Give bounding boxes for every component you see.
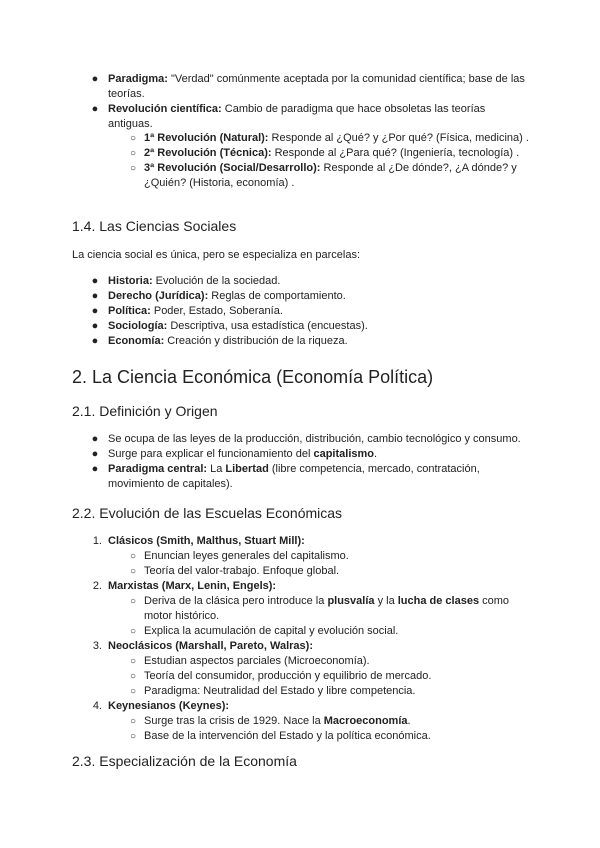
list-item: ● Revolución científica: Cambio de paradigma que hace obsoletas las teorías antiguas. xyxy=(91,103,486,130)
list-item: 2. Marxistas (Marx, Lenin, Engels): ○ Deriva de la clásica pero introduce la plusvalía y la lucha de clases como motor histórico. ○ Explica la acumulación de capital y evolución social. xyxy=(108,579,528,639)
list-item: ● Paradigma central: La Libertad (libre competencia, mercado, contratación, movimiento de capitales). xyxy=(91,463,480,490)
list-item: ○ Paradigma: Neutralidad del Estado y libre competencia. xyxy=(129,685,416,697)
list-item: ● Surge para explicar el funcionamiento del capitalismo. xyxy=(91,448,378,460)
social-sciences-list xyxy=(91,274,528,349)
list-item: ● Paradigma: "Verdad" comúnmente aceptada por la comunidad científica; base de las teorías. xyxy=(91,73,525,100)
section-heading-2-2: 2.2. Evolución de las Escuelas Económicas xyxy=(72,505,343,521)
section-heading-2-1: 2.1. Definición y Origen xyxy=(72,403,218,419)
section-intro: La ciencia social es única, pero se especializa en parcelas: xyxy=(72,249,360,261)
section-heading-2-3: 2.3. Especialización de la Economía xyxy=(72,753,297,769)
bullet-icon: ● xyxy=(91,275,99,287)
bullet-icon: ● xyxy=(91,73,99,85)
list-item: ● Se ocupa de las leyes de la producción, distribución, cambio tecnológico y consumo. xyxy=(91,433,521,445)
schools-list xyxy=(92,534,528,744)
list-item: 1. Clásicos (Smith, Malthus, Stuart Mill): ○ Enuncian leyes generales del capitalismo. ○ Teoría del valor-trabajo. Enfoque global. xyxy=(108,534,528,579)
list-item: ○ Enuncian leyes generales del capitalismo. xyxy=(129,550,349,562)
circle-bullet-icon: ○ xyxy=(129,596,137,607)
list-item: ○ 3ª Revolución (Social/Desarrollo): Responde al ¿De dónde?, ¿A dónde? y ¿Quién? (Historia, economía) . xyxy=(129,162,517,189)
list-item: ○ Explica la acumulación de capital y evolución social. xyxy=(129,625,399,637)
list-item: ○ Surge tras la crisis de 1929. Nace la Macroeconomía. xyxy=(129,715,411,727)
list-item: ○ 1ª Revolución (Natural): Responde al ¿Qué? y ¿Por qué? (Física, medicina) . xyxy=(129,132,529,144)
list-item: ○ Estudian aspectos parciales (Microeconomía). xyxy=(129,655,370,667)
paradigm-list xyxy=(91,72,528,132)
list-item: ○ Deriva de la clásica pero introduce la plusvalía y la lucha de clases como motor histórico. xyxy=(129,595,510,622)
definition-list xyxy=(91,432,528,492)
bullet-icon: ● xyxy=(91,335,99,347)
list-item: ● Sociología: Descriptiva, usa estadística (encuestas). xyxy=(91,320,368,332)
circle-bullet-icon: ○ xyxy=(129,686,137,697)
circle-bullet-icon: ○ xyxy=(129,163,137,174)
circle-bullet-icon: ○ xyxy=(129,566,137,577)
list-item: 3. Neoclásicos (Marshall, Pareto, Walras): ○ Estudian aspectos parciales (Microeconomía). ○ Teoría del consumidor, producción y equilibrio de mercado. ○ Paradigma: Neutralidad del Estado y libre competencia. xyxy=(108,639,528,699)
circle-bullet-icon: ○ xyxy=(129,626,137,637)
circle-bullet-icon: ○ xyxy=(129,656,137,667)
chapter-heading-2: 2. La Ciencia Económica (Economía Política) xyxy=(72,367,434,387)
bullet-icon: ● xyxy=(91,448,99,460)
revolutions-list xyxy=(129,131,534,191)
list-item: ● Economía: Creación y distribución de la riqueza. xyxy=(91,335,348,347)
bullet-icon: ● xyxy=(91,463,99,475)
circle-bullet-icon: ○ xyxy=(129,671,137,682)
list-item: ● Derecho (Jurídica): Reglas de comportamiento. xyxy=(91,290,346,302)
list-item: 4. Keynesianos (Keynes): ○ Surge tras la crisis de 1929. Nace la Macroeconomía. ○ Base de la intervención del Estado y la política económica. xyxy=(108,699,528,744)
circle-bullet-icon: ○ xyxy=(129,133,137,144)
list-item: ○ Teoría del valor-trabajo. Enfoque global. xyxy=(129,565,340,577)
list-item: ○ Teoría del consumidor, producción y equilibrio de mercado. xyxy=(129,670,432,682)
list-item: ● Historia: Evolución de la sociedad. xyxy=(91,275,281,287)
bullet-icon: ● xyxy=(91,103,99,115)
bullet-icon: ● xyxy=(91,433,99,445)
circle-bullet-icon: ○ xyxy=(129,731,137,742)
circle-bullet-icon: ○ xyxy=(129,716,137,727)
bullet-icon: ● xyxy=(91,305,99,317)
bullet-icon: ● xyxy=(91,290,99,302)
circle-bullet-icon: ○ xyxy=(129,148,137,159)
section-heading-1-4: 1.4. Las Ciencias Sociales xyxy=(72,218,237,234)
list-item: ○ 2ª Revolución (Técnica): Responde al ¿Para qué? (Ingeniería, tecnología) . xyxy=(129,147,520,159)
list-item: ○ Base de la intervención del Estado y la política económica. xyxy=(129,730,431,742)
bullet-icon: ● xyxy=(91,320,99,332)
list-item: ● Política: Poder, Estado, Soberanía. xyxy=(91,305,283,317)
circle-bullet-icon: ○ xyxy=(129,551,137,562)
